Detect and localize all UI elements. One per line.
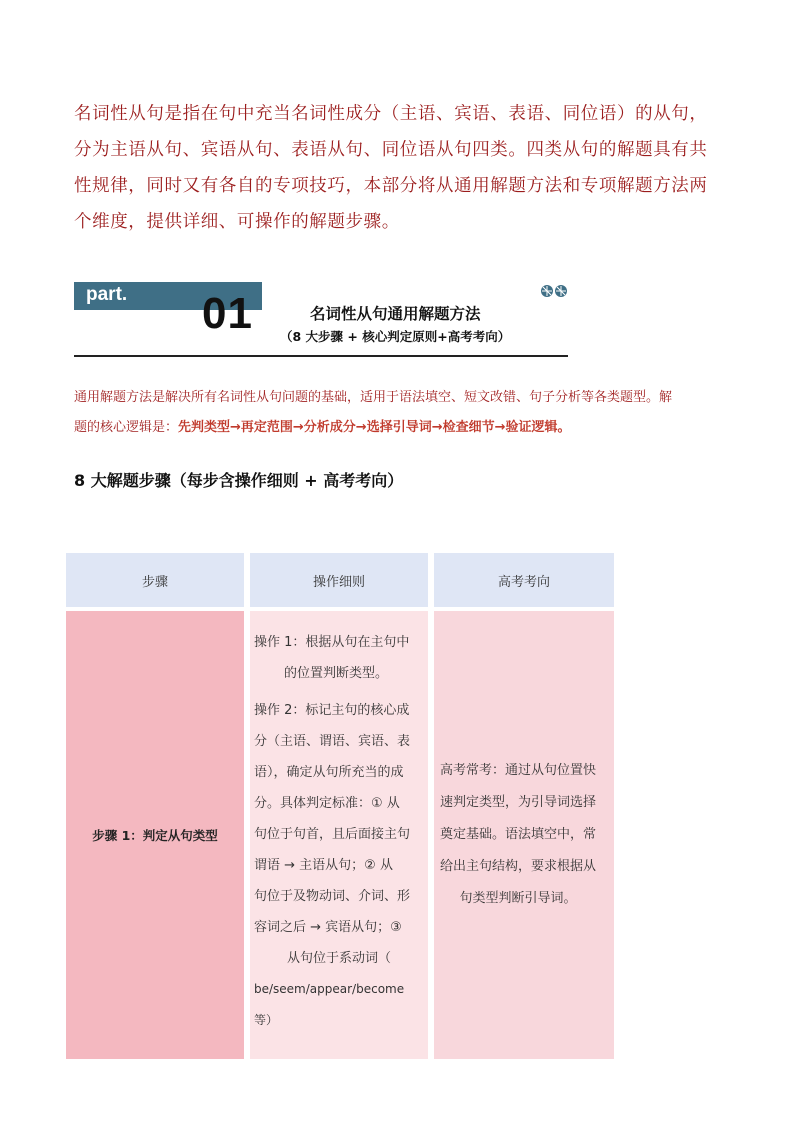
op-line: 句位于句首，且后面接主句 [254, 827, 411, 842]
summary-flow: 先判类型→再定范围→分析成分→选择引导词→检查细节→验证逻辑。 [178, 420, 571, 435]
exam-line: 速判定类型，为引导词选择 [440, 795, 597, 810]
divider [74, 355, 568, 357]
step-cell: 步骤 1：判定从句类型 [66, 611, 244, 1059]
section-title: 8 大解题步骤（每步含操作细则 + 高考考向） [74, 471, 404, 490]
op-line: 操作 1：根据从句在主句中 [254, 635, 410, 650]
op-line: 操作 2：标记主句的核心成 [254, 703, 410, 718]
op-line: 分。具体判定标准：① 从 [254, 796, 400, 811]
part-title: 名词性从句通用解题方法 [310, 305, 481, 323]
intro-line: 分为主语从句、宾语从句、表语从句、同位语从句四类。四类从句的解题具有共 [74, 140, 708, 160]
summary-prefix: 题的核心逻辑是： [74, 420, 179, 435]
intro-line: 个维度，提供详细、可操作的解题步骤。 [74, 212, 400, 232]
op-line: 句位于及物动词、介词、形 [254, 889, 411, 904]
table-header-cell: 高考考向 [434, 553, 614, 607]
part-subtitle: （8 大步骤 + 核心判定原则+高考考向） [280, 329, 511, 344]
exam-trend-cell [434, 611, 614, 1059]
summary-line: 通用解题方法是解决所有名词性从句问题的基础，适用于语法填空、短文改错、句子分析等各类题型。解 [74, 390, 673, 405]
summary-line [74, 413, 734, 443]
part-number: 01 [202, 289, 253, 338]
op-line: 谓语 → 主语从句；② 从 [254, 858, 393, 873]
intro-line: 性规律，同时又有各自的专项技巧，本部分将从通用解题方法和专项解题方法两 [74, 176, 708, 196]
part-banner [74, 282, 568, 358]
intro-paragraph [74, 96, 734, 240]
exam-line: 高考常考：通过从句位置快 [440, 763, 597, 778]
exam-line: 奠定基础。语法填空中，常 [440, 827, 597, 842]
op-line: 的位置判断类型。 [284, 666, 389, 681]
op-line: 容词之后 → 宾语从句；③ [254, 920, 402, 935]
op-line: 从句位于系动词（ [286, 951, 391, 966]
exam-text [440, 755, 596, 915]
exam-line: 给出主句结构，要求根据从 [440, 859, 597, 874]
intro-line: 名词性从句是指在句中充当名词性成分（主语、宾语、表语、同位语）的从句， [74, 104, 708, 124]
part-label: part. [86, 284, 128, 305]
op-line: 语），确定从句所充当的成 [254, 765, 404, 780]
decorative-dots-icon [540, 282, 570, 298]
table-header-cell: 操作细则 [250, 553, 428, 607]
table-header-cell: 步骤 [66, 553, 244, 607]
exam-line: 句类型判断引导词。 [459, 891, 577, 906]
op-line: be/seem/appear/become 等） [254, 982, 405, 1027]
summary-paragraph [74, 383, 734, 443]
op-line: 分（主语、谓语、宾语、表 [254, 734, 411, 749]
operations-cell [250, 611, 428, 1059]
